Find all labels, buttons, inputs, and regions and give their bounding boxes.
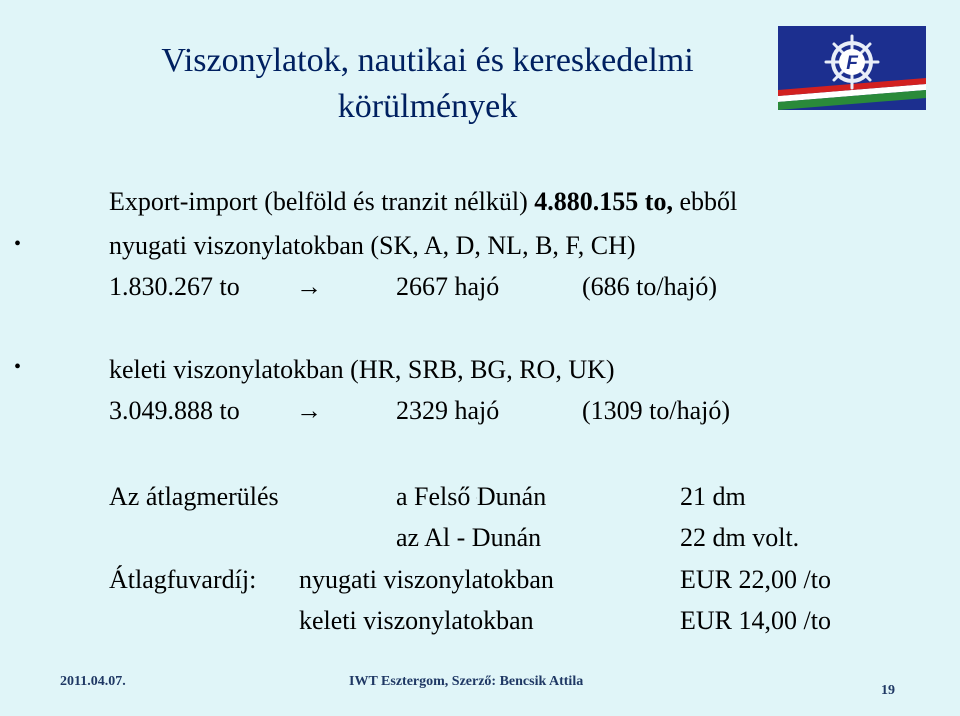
draught-upper — [396, 482, 546, 512]
footer-author: IWT Esztergom, Szerző: Bencsik Attila — [349, 674, 584, 689]
freight-eastern: keleti viszonylatokban — [299, 606, 534, 635]
freight-western: nyugati viszonylatokban — [299, 565, 554, 594]
footer-date: 2011.04.07. — [60, 674, 126, 689]
bullet-western: • — [14, 233, 22, 255]
title-line-2: körülmények — [337, 88, 518, 125]
export-import-line — [109, 187, 737, 217]
export-suffix: ebből — [679, 187, 738, 216]
company-flag-logo — [778, 26, 926, 110]
bullet-eastern: • — [14, 356, 22, 378]
eastern-per-ship: (1309 to/hajó) — [582, 396, 731, 425]
eastern-arrow: → — [296, 396, 322, 425]
export-prefix: Export-import (belföld és tranzit nélkül) — [109, 187, 528, 216]
draught-label: Az átlagmerülés — [109, 482, 279, 511]
western-tonnage: 1.830.267 to — [109, 272, 240, 301]
title-line-1: Viszonylatok, nautikai és kereskedelmi — [161, 42, 694, 79]
freight-western-value: EUR 22,00 /to — [680, 565, 831, 594]
draught-lower-value: 22 dm volt. — [680, 523, 800, 552]
eastern-heading: keleti viszonylatokban (HR, SRB, BG, RO, UK) — [109, 355, 615, 384]
page-number: 19 — [881, 683, 895, 698]
draught-lower: az Al - Dunán — [396, 523, 542, 552]
ship-wheel-icon — [826, 36, 878, 88]
export-amount: 4.880.155 to, — [534, 187, 673, 216]
western-heading: nyugati viszonylatokban (SK, A, D, NL, B, F, CH) — [109, 231, 636, 260]
eastern-ships: 2329 hajó — [396, 396, 500, 425]
western-per-ship: (686 to/hajó) — [582, 272, 718, 301]
draught-upper-rest: Dunán — [476, 482, 547, 511]
draught-upper-pre: a Felső — [396, 482, 477, 511]
slide-title — [0, 38, 855, 130]
draught-upper-value: 21 dm — [680, 482, 746, 511]
eastern-tonnage: 3.049.888 to — [109, 396, 240, 425]
freight-eastern-value: EUR 14,00 /to — [680, 606, 831, 635]
western-arrow: → — [296, 272, 322, 301]
freight-label: Átlagfuvardíj: — [109, 565, 257, 594]
western-ships: 2667 hajó — [396, 272, 500, 301]
logo-letter: F — [846, 53, 858, 74]
